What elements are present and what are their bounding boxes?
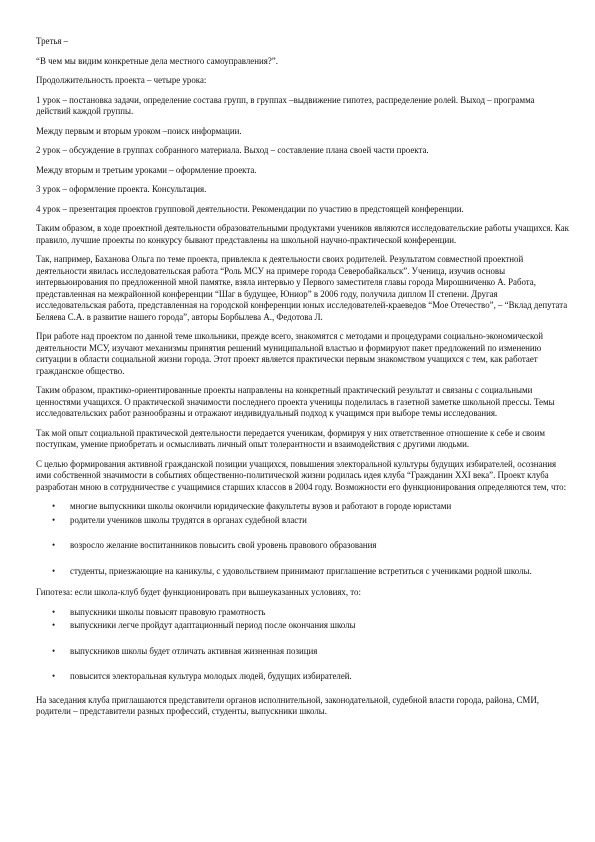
bullet-icon: • [52,606,56,617]
list-item-text: возросло желание воспитанников повысить свой уровень правового образования [70,540,377,550]
between-1-2: Между первым и вторым уроком –поиск информации. [36,125,242,136]
bullet-icon: • [52,620,56,630]
lesson-2: 2 урок – обсуждение в группах собранного материала. Выход – составление плана своей части проекта. [36,145,429,155]
paragraph-experience: Так мой опыт социальной практической деятельности передается ученикам, формируя у них ответственное отношение к себе и своим поступкам, умение приобретать и осмысливать личный опыт толерантности и взаимодействия с другими людьми. [36,427,545,449]
project-question: “В чем мы видим конкретные дела местного самоуправления?”. [36,55,278,66]
text-column [36,36,569,726]
list-item [36,515,569,527]
hypothesis-intro: Гипотеза: если школа-клуб будет функционировать при вышеуказанных условиях, то: [36,587,361,597]
list-item-text: выпускников школы будет отличать активная жизненная позиция [70,645,318,656]
paragraph-conclusion-1: Таким образом, в ходе проектной деятельности образовательными продуктами учеников являются исследовательские работы учащихся. Как правило, лучшие проекты по конкурсу бывают представлены на школьной научно-практической конференции. [36,223,569,245]
list-item-text: повысится электоральная культура молодых людей, будущих избирателей. [70,671,352,681]
paragraph-conclusion-2: Таким образом, практико-ориентированные проекты направлены на конкретный практический результат и связаны с социальными ценностями учащихся. О практической значимости последнего проекта ученицы поделилась в газетной заметке школьной прессы. Темы исследовательских работ разнообразны и отражают индивидуальный подход к учащимся при выборе темы исследования. [36,385,555,418]
list-item [36,646,569,658]
lesson-3: 3 урок – оформление проекта. Консультация. [36,184,207,194]
list-item [36,501,569,513]
list-item [36,607,569,619]
list-item [36,540,569,552]
lesson-4: 4 урок – презентация проектов групповой деятельности. Рекомендации по участию в предстоящей конференции. [36,203,464,214]
bullet-icon: • [52,501,56,511]
bullet-icon: • [52,514,56,525]
between-2-3: Между вторым и третьим уроками – оформление проекта. [36,164,257,175]
paragraph-example: Так, например, Баханова Ольга по теме проекта, привлекла к деятельности своих родителей. Результатом совместной проектной деятельности явилась исследовательская работа “Роль МСУ на примере города Северобайкальск”. Ученица, изучив основы интервьюирования по предложенной мной памятке, взяла интервью у Первого заместителя главы города Мирошниченко А. Работа, представленная на межрайонной конференции “Шаг в будущее, Юниор” в 2006 году, получила диплом II степени. Другая исследовательская работа, представленная на городской конференции юных исследователей-краеведов “Мое Отечество”, – “Вклад депутата Беляева С.А. в развитие нашего города”, авторы Борбылева А., Федотова Л. [36,254,568,322]
conditions-list [36,501,569,577]
list-item-text: выпускники легче пройдут адаптационный период после окончания школы [70,620,356,630]
list-item-text: многие выпускники школы окончили юридические факультеты вузов и работают в городе юристами [70,501,452,511]
paragraph-item-third: Третья – [36,36,69,46]
list-item-text: родители учеников школы трудятся в органах судебной власти [70,514,307,525]
project-duration: Продолжительность проекта – четыре урока: [36,75,207,85]
bullet-icon: • [52,645,56,656]
hypothesis-list [36,607,569,683]
lesson-1: 1 урок – постановка задачи, определение состава групп, в группах –выдвижение гипотез, распределение ролей. Выход – программа действий каждой группы. [36,94,535,116]
closing-paragraph: На заседания клуба приглашаются представители органов исполнительной, законодательной, судебной власти города, района, СМИ, родители – представители разных профессий, студенты, выпускники школы. [36,694,539,716]
list-item [36,620,569,632]
paragraph-club: С целью формирования активной гражданской позиции учащихся, повышения электоральной культуры будущих избирателей, осознания ими собственной значимости в событиях общественно-политической жизни родилась идея клуба “Гражданин XXI века”. Проект клуба разработан мною в сотрудничестве с учащимися старших классов в 2004 году. Возможности его функционирования определяются тем, что: [36,458,567,492]
list-item [36,566,569,578]
list-item-text: выпускники школы повысят правовую грамотность [70,606,266,617]
bullet-icon: • [52,540,56,550]
paragraph-methods: При работе над проектом по данной теме школьники, прежде всего, знакомятся с методами и процедурами социально-экономической деятельности МСУ, изучают механизмы принятия решений муниципальной властью и формируют пакет предложений по изменению ситуации в области социальной жизни города. Этот проект является практически первым знакомством учащихся с тем, как работает гражданское общество. [36,331,544,376]
bullet-icon: • [52,671,56,681]
list-item [36,671,569,683]
list-item-text: студенты, приезжающие на каникулы, с удовольствием принимают приглашение встретиться с учениками родной школы. [70,565,532,576]
bullet-icon: • [52,565,56,576]
intro-paragraphs [36,36,569,493]
